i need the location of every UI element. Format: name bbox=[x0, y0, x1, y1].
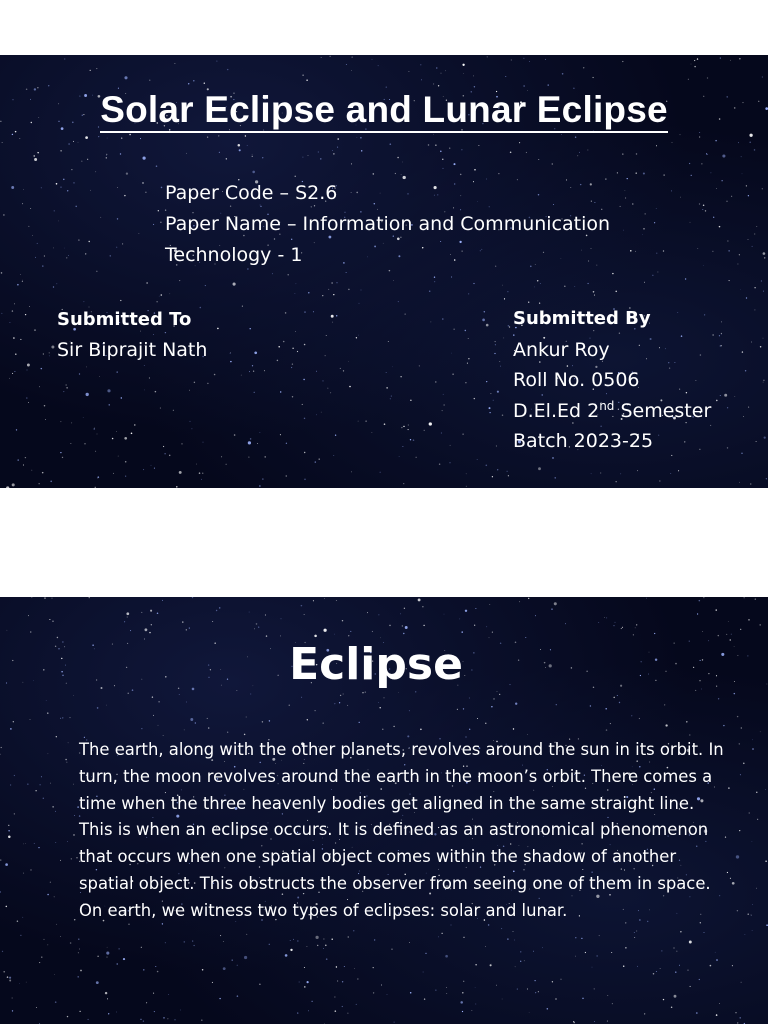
slide-title bbox=[0, 89, 768, 131]
submitted-to-block bbox=[57, 304, 207, 366]
paper-name-line1: Paper Name – Information and Communication bbox=[165, 213, 611, 235]
course-suffix: Semester bbox=[614, 399, 712, 422]
eclipse-slide bbox=[0, 597, 768, 1024]
submitted-to-heading: Submitted To bbox=[57, 309, 192, 330]
paper-code: Paper Code – S2.6 bbox=[165, 182, 338, 204]
submitted-by-block bbox=[513, 304, 711, 457]
eclipse-title: Eclipse bbox=[289, 639, 463, 690]
submitted-by-heading: Submitted By bbox=[513, 308, 651, 329]
submitted-by-name: Ankur Roy bbox=[513, 338, 610, 361]
course-prefix: D.El.Ed 2 bbox=[513, 399, 600, 422]
slide-title-text: Solar Eclipse and Lunar Eclipse bbox=[100, 89, 668, 133]
eclipse-body-text: The earth, along with the other planets, revolves around the sun in its orbit. In turn, the moon revolves around the earth in the moon’s orbit. There comes a time when the three heavenly bodies get aligned in the same straight line. This is when an eclipse occurs. It is defined as an astronomical phenomenon that occurs when one spatial object comes within the shadow of another spatial object. This obstructs the observer from seeing one of them in space. On earth, we witness two types of eclipses: solar and lunar. bbox=[79, 740, 724, 920]
paper-info bbox=[165, 178, 725, 271]
batch: Batch 2023-25 bbox=[513, 430, 654, 452]
course-semester bbox=[513, 396, 711, 427]
title-slide bbox=[0, 55, 768, 488]
course-superscript: nd bbox=[599, 398, 615, 413]
roll-number: Roll No. 0506 bbox=[513, 369, 640, 391]
submitted-to-name: Sir Biprajit Nath bbox=[57, 339, 208, 361]
paper-name-line2: Technology - 1 bbox=[165, 244, 303, 266]
